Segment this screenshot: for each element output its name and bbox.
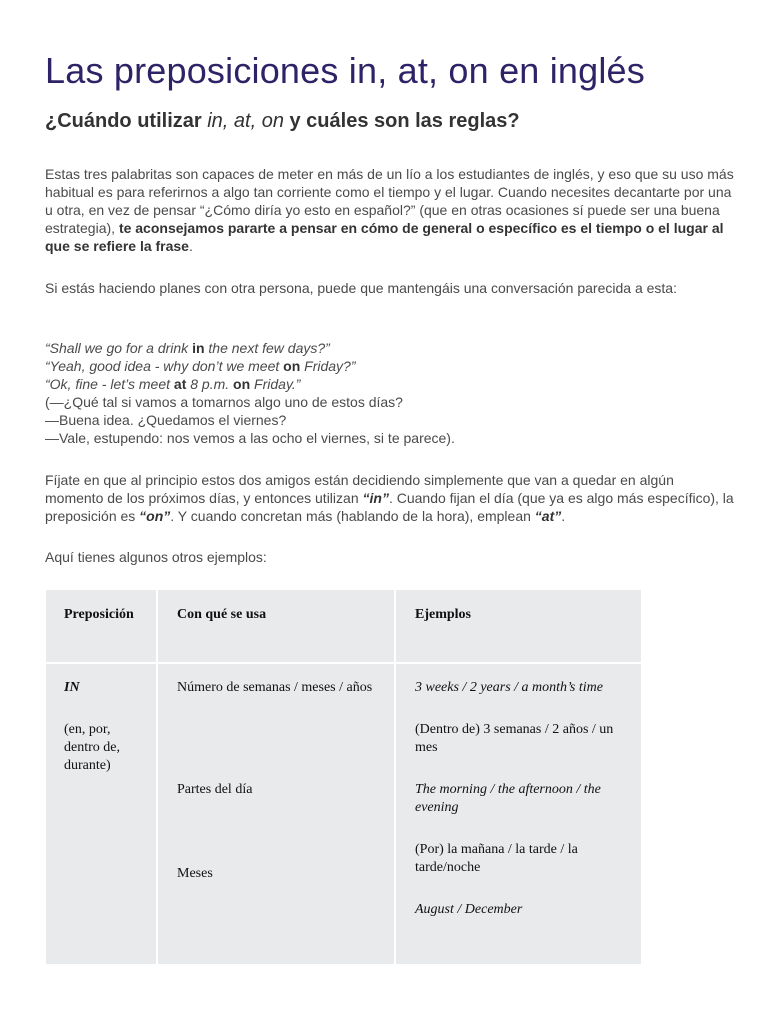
table-header-ejemplos: Ejemplos [415,607,471,622]
dialogue-prep: at [173,376,187,392]
dialogue-line [45,339,735,357]
planes-paragraph: Si estás haciendo planes con otra persona, puede que mantengáis una conversación parecida a esta: [45,280,677,296]
dialogue-text: “Shall we go for a drink [45,340,193,356]
dialogue-text: “Ok, fine - let’s meet [45,376,174,392]
example-text: 3 weeks / 2 years / a month’s time [415,680,603,695]
dialogue-translation: (—¿Qué tal si vamos a tomarnos algo uno de estos días? [45,394,403,410]
dialogue-text: the next few days?” [204,340,330,356]
subtitle-lead: ¿Cuándo utilizar [45,110,208,132]
table-divider [46,662,641,664]
explain-text: Fíjate en que al principio estos dos amigos están decidiendo simplemente que van a quedar en algún momento de los próximos días, y entonces utilizan [45,472,674,506]
intro-bold: te aconsejamos pararte a pensar en cómo de general o específico es el tiempo o el lugar al que se refiere la frase [45,220,724,254]
dialogue-line [45,357,735,375]
explain-text: . Y cuando concretan más (hablando de la hora), emplean [170,508,535,524]
table-use: Número de semanas / meses / años [177,680,373,695]
table-example [415,781,625,817]
dialogue-text: “Yeah, good idea - why don’t we meet [45,358,284,374]
explain-paragraph [45,471,735,525]
explain-text: . Cuando fijan el día (que ya es algo más específico), la preposición es [45,490,734,524]
intro-text: Estas tres palabritas son capaces de meter en más de un lío a los estudiantes de inglés, y eso que su uso más habitual es para referirnos a algo tan corriente como el tiempo y el lugar. Cuando necesites decantarte por una u otra, en vez de pensar “¿Cómo diría yo esto en español?” (que en otras ocasiones sí puede ser una buena estrategia), [45,166,734,236]
dialogue-prep: on [233,376,251,392]
table-example [415,901,625,919]
subtitle-tail: y cuáles son las reglas? [283,110,520,132]
dialogue-text: 8 p.m. [186,376,234,392]
table-header-uso: Con qué se usa [177,607,267,622]
table-example: (Por) la mañana / la tarde / la tarde/noche [415,842,578,875]
dialogue-line [45,375,735,393]
page-subtitle [45,110,520,133]
explain-prep-in: “in” [362,490,389,506]
intro-end: . [188,238,193,254]
table-divider [394,590,396,964]
explain-prep-on: “on” [139,508,171,524]
explain-text: . [561,508,566,524]
subtitle-emphasis: in, at, on [207,110,284,132]
table-header-preposicion: Preposición [64,607,134,622]
example-text: The morning / the afternoon / the evening [415,782,601,815]
dialogue-prep: on [283,358,301,374]
dialogue-text: Friday.” [250,376,301,392]
table-example [415,679,625,697]
dialogue-translation: —Buena idea. ¿Quedamos el viernes? [45,412,287,428]
otros-paragraph: Aquí tienes algunos otros ejemplos: [45,549,267,565]
dialogue-prep: in [192,340,205,356]
prepositions-table [46,590,641,964]
example-text: August / December [415,902,523,917]
explain-prep-at: “at” [534,508,562,524]
dialogue-block [45,339,735,447]
dialogue-text: Friday?” [300,358,356,374]
table-example: (Dentro de) 3 semanas / 2 años / un mes [415,722,614,755]
table-prep: IN [64,680,80,695]
table-prep-meaning: (en, por, dentro de, durante) [64,722,120,773]
page-title: Las preposiciones in, at, on en inglés [45,50,645,91]
table-divider [156,590,158,964]
table-use: Meses [177,866,213,881]
intro-paragraph [45,165,735,255]
table-use: Partes del día [177,782,253,797]
dialogue-translation: —Vale, estupendo: nos vemos a las ocho el viernes, si te parece). [45,430,455,446]
